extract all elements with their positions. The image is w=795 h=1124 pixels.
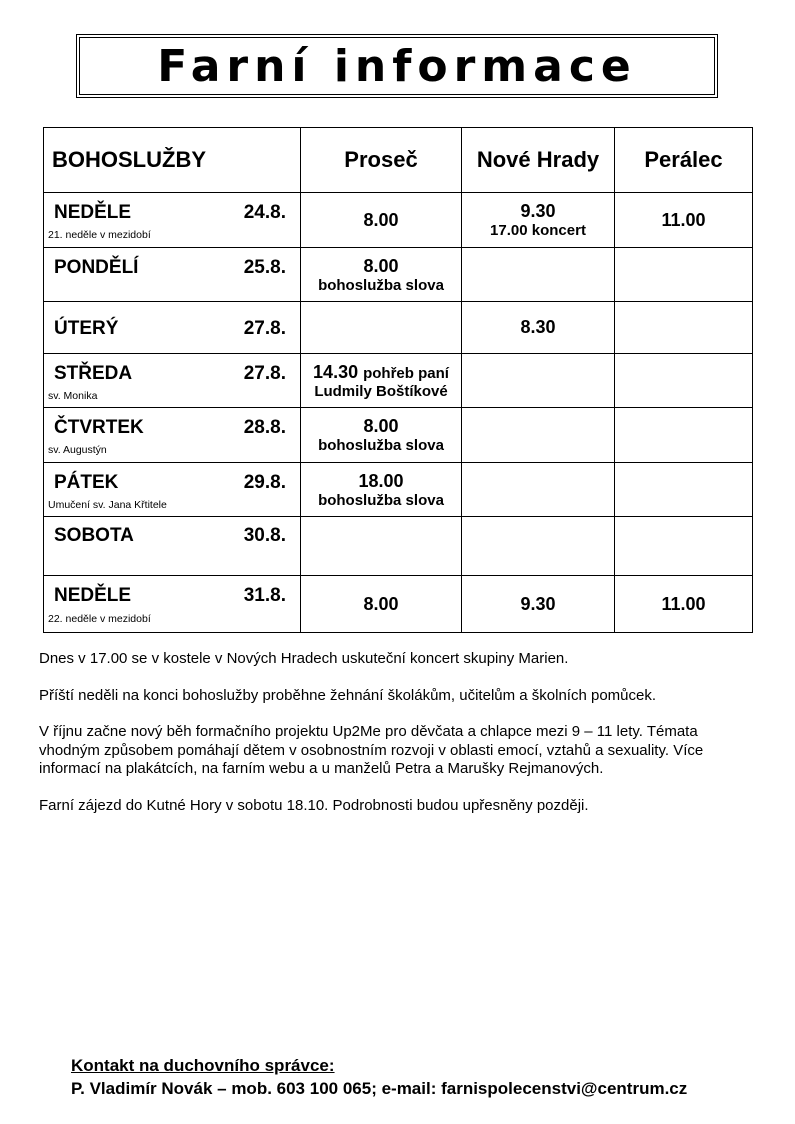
service-line [301, 362, 461, 383]
header-peralec: Perálec [615, 128, 753, 193]
day-cell [44, 302, 301, 354]
day-name: SOBOTA [54, 525, 134, 546]
service-time: 8.00 [363, 593, 399, 614]
day-name: ÚTERÝ [54, 318, 119, 339]
announcement: Příští neděli na konci bohoslužby proběhne žehnání školákům, učitelům a školních pomůcek. [39, 686, 657, 704]
page-title: Farní informace [157, 40, 637, 92]
service-time: 11.00 [661, 593, 706, 614]
table-row [44, 463, 753, 517]
table-row [44, 576, 753, 633]
service-time: 11.00 [661, 209, 706, 230]
announcement: Dnes v 17.00 se v kostele v Nových Hradech uskuteční koncert skupiny Marien. [39, 650, 569, 667]
service-time: 8.30 [520, 317, 556, 337]
nove-hrady-cell [462, 193, 615, 248]
day-cell [44, 354, 301, 408]
day-cell [44, 576, 301, 633]
peralec-cell [615, 517, 753, 576]
nove-hrady-cell [462, 463, 615, 517]
table-row [44, 248, 753, 302]
title-box-inner [79, 37, 715, 95]
contact-label: Kontakt na duchovního správce: [71, 1056, 335, 1075]
announcement: V říjnu začne nový běh formačního projektu Up2Me pro děvčata a chlapce mezi 9 – 11 lety. Témata vhodným způsobem pomáhají dětem v osobnostním rozvoji v oblasti emocí, vztahů a sexuality. Více informací na plakátcích, na farním webu a u manželů Petra a Marušky Rejmanových. [39, 723, 704, 777]
header-services: BOHOSLUŽBY [44, 128, 301, 193]
day-date: 31.8. [243, 585, 286, 606]
day-name: ČTVRTEK [54, 417, 144, 438]
table-row [44, 302, 753, 354]
day-cell [44, 408, 301, 463]
service-time: 8.00 [363, 255, 399, 276]
peralec-cell [615, 248, 753, 302]
service-desc-inline: pohřeb paní [363, 364, 449, 382]
day-date: 30.8. [243, 525, 286, 546]
day-date: 27.8. [243, 318, 286, 339]
service-time: 18.00 [358, 470, 404, 491]
day-name: STŘEDA [54, 363, 133, 384]
nove-hrady-cell [462, 302, 615, 354]
nove-hrady-cell [462, 248, 615, 302]
day-note: 22. neděle v mezidobí [48, 613, 151, 625]
table-row [44, 408, 753, 463]
prosec-cell [301, 517, 462, 576]
day-date: 25.8. [243, 257, 286, 278]
peralec-cell [615, 193, 753, 248]
announcements [39, 650, 759, 833]
day-note: sv. Monika [48, 390, 98, 402]
schedule-table [43, 127, 753, 633]
peralec-cell [615, 302, 753, 354]
prosec-cell [301, 302, 462, 354]
header-nove-hrady: Nové Hrady [462, 128, 615, 193]
day-name: PÁTEK [54, 472, 119, 493]
service-desc: bohoslužba slova [318, 276, 444, 294]
day-cell [44, 248, 301, 302]
contact-block [71, 1054, 687, 1100]
title-box [76, 34, 718, 98]
table-row [44, 193, 753, 248]
nove-hrady-cell [462, 354, 615, 408]
prosec-cell [301, 248, 462, 302]
day-cell [44, 193, 301, 248]
day-cell [44, 517, 301, 576]
day-date: 29.8. [243, 472, 286, 493]
prosec-cell [301, 193, 462, 248]
service-time: 8.00 [363, 209, 399, 230]
service-time: 14.30 [313, 361, 359, 382]
day-date: 24.8. [243, 202, 286, 223]
nove-hrady-cell [462, 517, 615, 576]
peralec-cell [615, 463, 753, 517]
contact-line: P. Vladimír Novák – mob. 603 100 065; e-mail: farnispolecenstvi@centrum.cz [71, 1079, 688, 1098]
prosec-cell [301, 463, 462, 517]
peralec-cell [615, 576, 753, 633]
service-time: 9.30 [520, 201, 556, 221]
day-name: PONDĚLÍ [54, 257, 139, 278]
day-name: NEDĚLE [54, 202, 132, 223]
service-desc: 17.00 koncert [490, 222, 586, 239]
service-desc: bohoslužba slova [318, 491, 444, 509]
nove-hrady-cell [462, 576, 615, 633]
service-time: 8.00 [363, 416, 399, 436]
prosec-cell [301, 354, 462, 408]
service-desc: bohoslužba slova [318, 437, 444, 454]
nove-hrady-cell [462, 408, 615, 463]
day-date: 27.8. [243, 363, 286, 384]
day-note: Umučení sv. Jana Křtitele [48, 499, 167, 511]
day-note: 21. neděle v mezidobí [48, 229, 151, 241]
peralec-cell [615, 408, 753, 463]
prosec-cell [301, 576, 462, 633]
prosec-cell [301, 408, 462, 463]
day-cell [44, 463, 301, 517]
header-prosec: Proseč [301, 128, 462, 193]
peralec-cell [615, 354, 753, 408]
day-date: 28.8. [243, 417, 286, 438]
table-header-row [44, 128, 753, 193]
announcement: Farní zájezd do Kutné Hory v sobotu 18.10. Podrobnosti budou upřesněny později. [39, 796, 589, 814]
table-row [44, 517, 753, 576]
day-name: NEDĚLE [54, 585, 132, 606]
table-row [44, 354, 753, 408]
service-desc: Ludmily Boštíkové [314, 382, 448, 400]
day-note: sv. Augustýn [48, 444, 107, 456]
service-time: 9.30 [520, 593, 556, 614]
